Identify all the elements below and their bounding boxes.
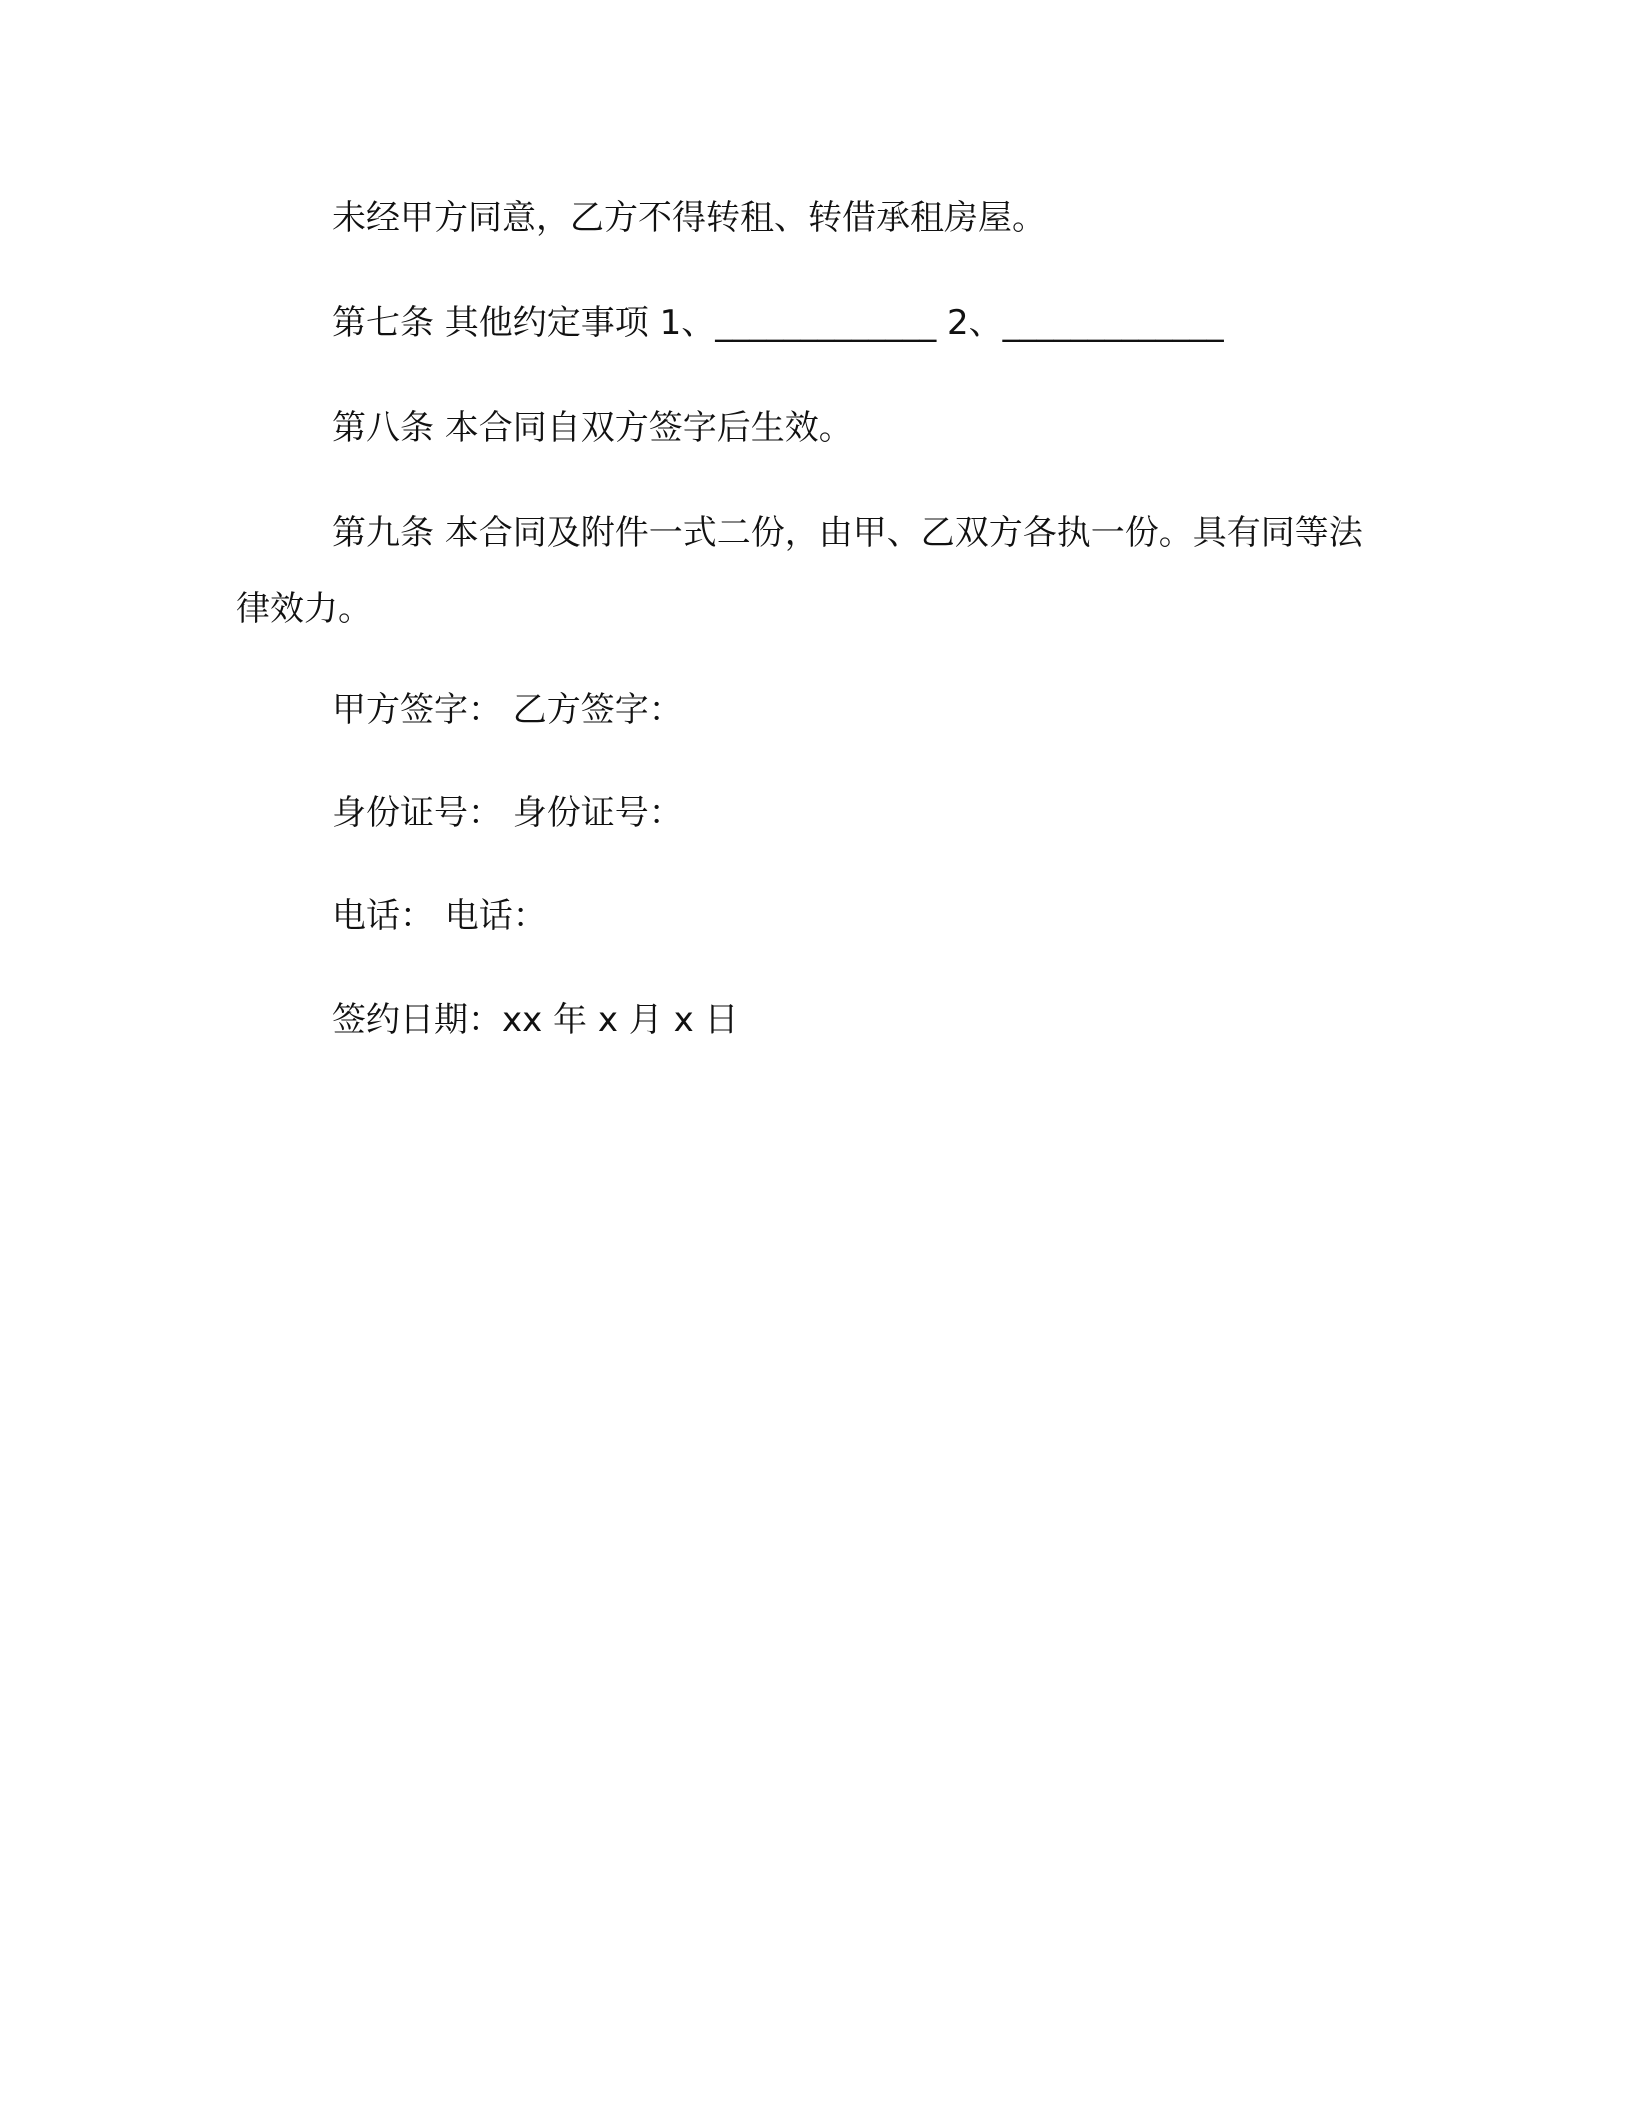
id-number-line	[236, 775, 1396, 851]
paragraph-text: 身份证号： 身份证号：	[332, 793, 683, 833]
paragraph-article-7	[236, 285, 1396, 361]
paragraph-sublease-clause	[236, 180, 1396, 256]
paragraph-article-8	[236, 390, 1396, 466]
paragraph-article-9: 第九条 本合同及附件一式二份，由甲、乙双方各执一份。具有同等法律效力。	[236, 513, 1363, 629]
paragraph-text: 第八条 本合同自双方签字后生效。	[332, 408, 853, 448]
paragraph-text: 签约日期：xx 年 x 月 x 日	[332, 1000, 739, 1040]
paragraph-text: 第七条 其他约定事项 1、_____________ 2、_____________	[332, 303, 1224, 343]
paragraph-text: 未经甲方同意，乙方不得转租、转借承租房屋。	[332, 198, 1046, 238]
paragraph-text: 电话： 电话：	[332, 896, 547, 936]
signing-date-line	[236, 982, 1396, 1058]
paragraph-text: 甲方签字： 乙方签字：	[332, 690, 683, 730]
signature-line	[236, 672, 1396, 748]
phone-line	[236, 878, 1396, 954]
